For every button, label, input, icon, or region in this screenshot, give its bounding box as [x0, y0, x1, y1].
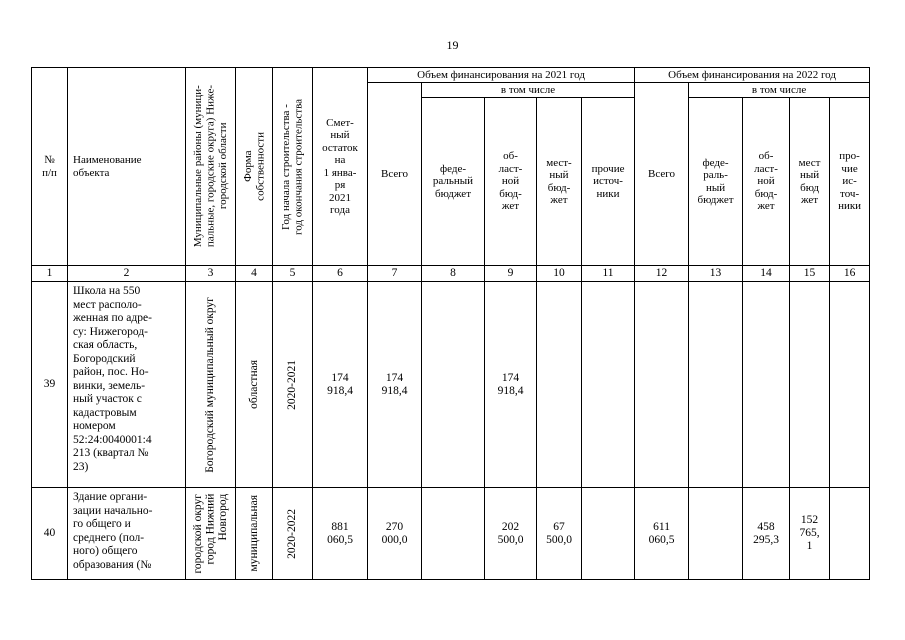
header-fin-2022: Объем финансирования на 2022 год: [635, 68, 870, 83]
col-number: 14: [743, 266, 790, 282]
years-cell: [273, 282, 313, 488]
object-name: Школа на 550 мест располо- женная по адре- су: Нижегород- ская область, Богородский район, пос. Но- винки, земель- ный участок с кадастровым номером 52:24:0040001:4 213 (квартал № 23): [68, 282, 186, 488]
financing-table: [31, 67, 870, 580]
col-number: 3: [186, 266, 236, 282]
loc-2022: 152 765, 1: [790, 488, 830, 580]
table-row: [32, 488, 870, 580]
remainder: 174 918,4: [313, 282, 368, 488]
loc-2021: 67 500,0: [537, 488, 582, 580]
ownership: областная: [247, 360, 260, 409]
header-years-text: Год начала строительства - год окончания строительства: [280, 98, 305, 235]
col-number: 15: [790, 266, 830, 282]
col-number: 5: [273, 266, 313, 282]
col-number: 12: [635, 266, 689, 282]
oth-2021: [582, 282, 635, 488]
col-number: 4: [236, 266, 273, 282]
oth-2021: [582, 488, 635, 580]
fed-2022: [689, 488, 743, 580]
header-incl-2022: в том числе: [689, 83, 870, 98]
col-number: 2: [68, 266, 186, 282]
ownership-cell: [236, 488, 273, 580]
years: 2020-2022: [286, 508, 299, 559]
loc-2022: [790, 282, 830, 488]
header-incl-2021: в том числе: [422, 83, 635, 98]
col-number: 7: [368, 266, 422, 282]
district: Богородский муниципальный округ: [204, 296, 217, 473]
header-fed-2021: феде- ральный бюджет: [422, 98, 485, 266]
total-2022: [635, 282, 689, 488]
oth-2022: [830, 488, 870, 580]
header-years: [273, 68, 313, 266]
oth-2022: [830, 282, 870, 488]
header-total-2022: Всего: [635, 83, 689, 266]
reg-2021: 202 500,0: [485, 488, 537, 580]
total-2021: 174 918,4: [368, 282, 422, 488]
col-number: 9: [485, 266, 537, 282]
page-number: 19: [446, 38, 459, 52]
reg-2022: [743, 282, 790, 488]
district-cell: [186, 282, 236, 488]
header-ownership-text: Форма собственности: [241, 132, 266, 201]
loc-2021: [537, 282, 582, 488]
col-number: 16: [830, 266, 870, 282]
header-fed-2022: феде- раль- ный бюджет: [689, 98, 743, 266]
col-number: 8: [422, 266, 485, 282]
years: 2020-2021: [286, 359, 299, 410]
header-district: [186, 68, 236, 266]
years-cell: [273, 488, 313, 580]
fed-2021: [422, 488, 485, 580]
header-loc-2022: мест ный бюд жет: [790, 98, 830, 266]
col-number: 10: [537, 266, 582, 282]
row-num: 39: [32, 282, 68, 488]
header-oth-2022: про- чие ис- точ- ники: [830, 98, 870, 266]
header-ownership: [236, 68, 273, 266]
header-reg-2021: об- ласт- ной бюд- жет: [485, 98, 537, 266]
header-num: № п/п: [32, 68, 68, 266]
header-district-text: Муниципальные районы (муници- пальные, городские округа) Ниже- городской области: [191, 85, 229, 248]
header-fin-2021: Объем финансирования на 2021 год: [368, 68, 635, 83]
total-2021: 270 000,0: [368, 488, 422, 580]
reg-2021: 174 918,4: [485, 282, 537, 488]
header-loc-2021: мест- ный бюд- жет: [537, 98, 582, 266]
col-number: 1: [32, 266, 68, 282]
header-remainder: Смет- ный остаток на 1 янва- ря 2021 года: [313, 68, 368, 266]
header-total-2021: Всего: [368, 83, 422, 266]
header-reg-2022: об- ласт- ной бюд- жет: [743, 98, 790, 266]
header-oth-2021: прочие источ- ники: [582, 98, 635, 266]
header-name: Наименование объекта: [68, 68, 186, 266]
fed-2022: [689, 282, 743, 488]
total-2022: 611 060,5: [635, 488, 689, 580]
reg-2022: 458 295,3: [743, 488, 790, 580]
ownership: муниципальная: [247, 495, 260, 572]
row-num: 40: [32, 488, 68, 580]
district-cell: [186, 488, 236, 580]
object-name: Здание органи- зации начально- го общего и среднего (пол- ного) общего образования (№: [68, 488, 186, 580]
ownership-cell: [236, 282, 273, 488]
col-number: 13: [689, 266, 743, 282]
fed-2021: [422, 282, 485, 488]
col-number: 11: [582, 266, 635, 282]
table-row: [32, 282, 870, 488]
remainder: 881 060,5: [313, 488, 368, 580]
district: городской округ город Нижний Новгород: [191, 493, 229, 574]
col-number: 6: [313, 266, 368, 282]
